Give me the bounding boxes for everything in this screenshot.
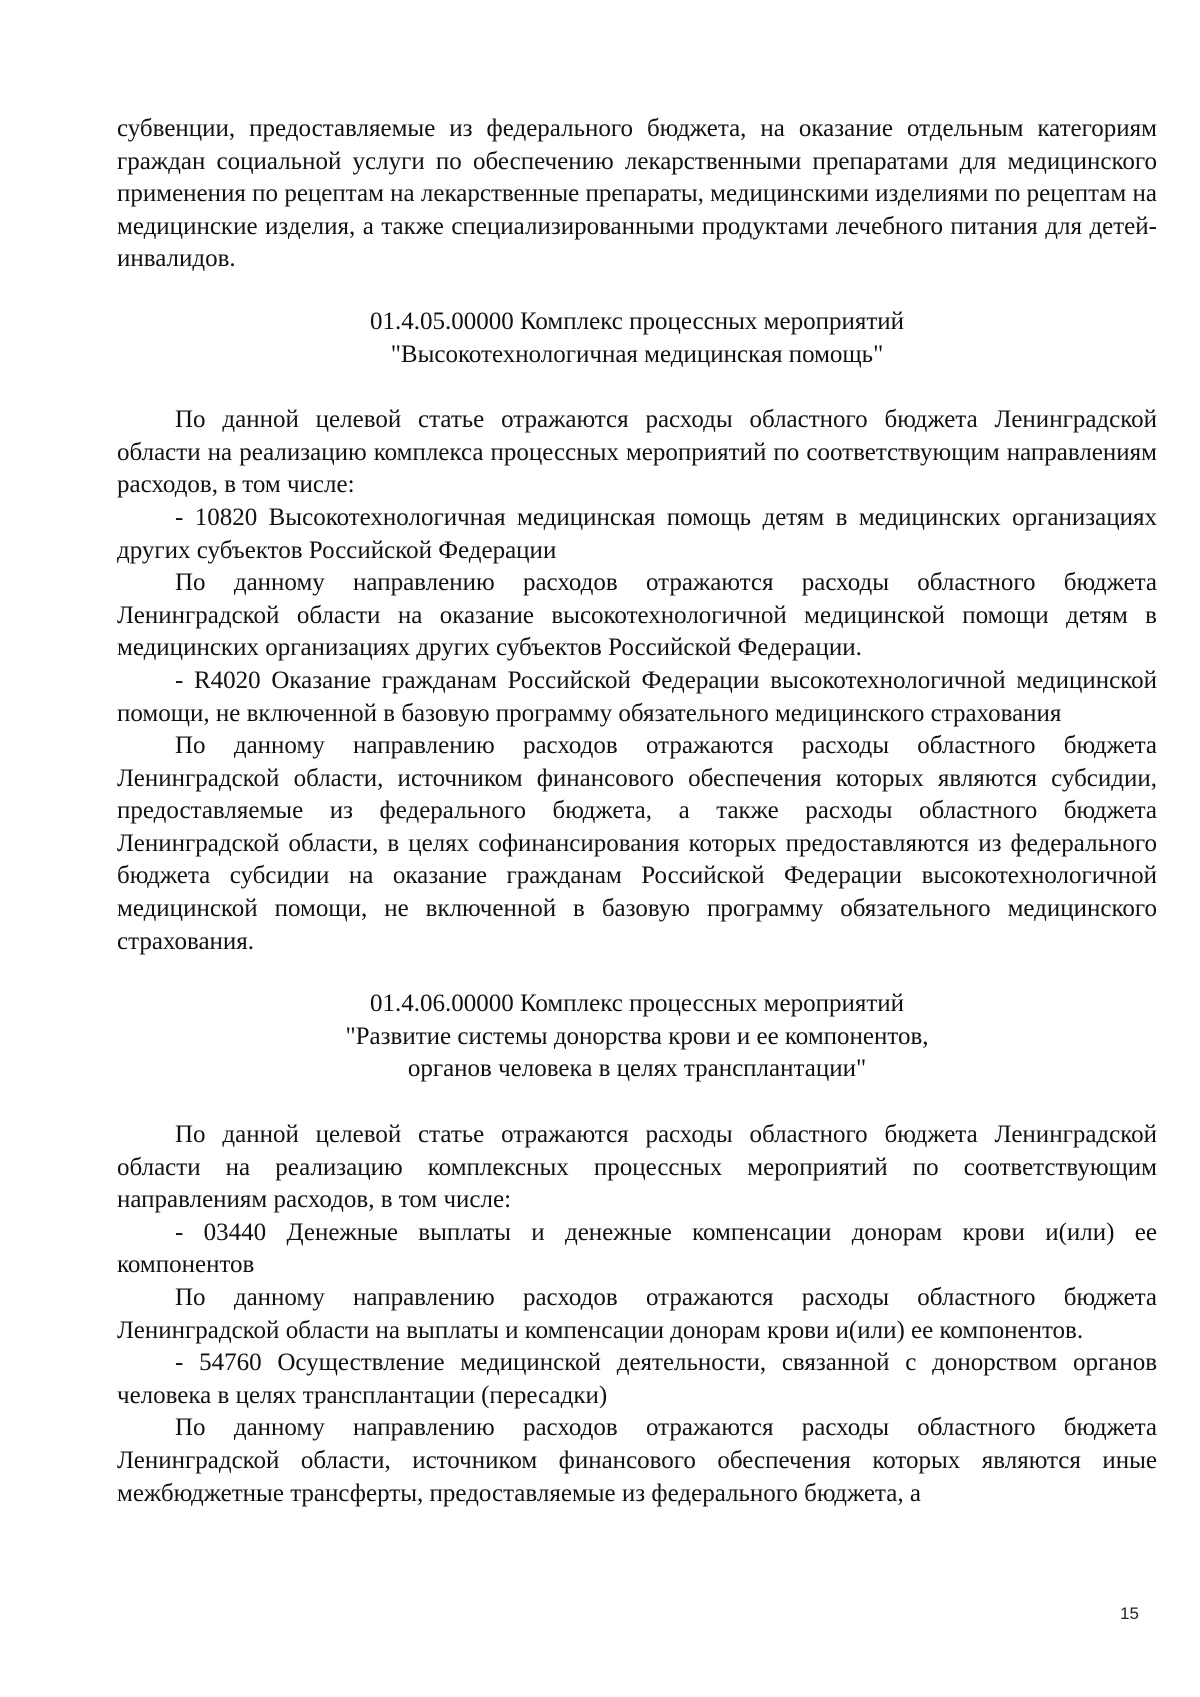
- section-heading-title: "Высокотехнологичная медицинская помощь": [390, 340, 884, 368]
- paragraph: По данному направлению расходов отражаются расходы областного бюджета Ленинградской области, источником финансового обеспечения которых являются иные межбюджетные трансферты, предоставляемые из федерального бюджета, а: [117, 1414, 1157, 1507]
- intro-paragraph: субвенции, предоставляемые из федерального бюджета, на оказание отдельным категориям граждан социальной услуги по обеспечению лекарственными препаратами для медицинского применения по рецептам на лекарственные препараты, медицинскими изделиями по рецептам на медицинские изделия, а также специализированными продуктами лечебного питания для детей-инвалидов.: [117, 115, 1157, 273]
- paragraph: По данному направлению расходов отражаются расходы областного бюджета Ленинградской области на выплаты и компенсации донорам крови и(или) ее компонентов.: [117, 1284, 1157, 1344]
- page-number: 15: [1120, 1604, 1139, 1623]
- paragraph: По данной целевой статье отражаются расходы областного бюджета Ленинградской области на реализацию комплекса процессных мероприятий по соответствующим направлениям расходов, в том числе:: [117, 406, 1157, 499]
- section-heading-title: "Развитие системы донорства крови и ее компонентов,: [345, 1022, 929, 1050]
- section-heading-title-continued: органов человека в целях трансплантации": [407, 1055, 867, 1083]
- section-heading-code: 01.4.05.00000 Комплекс процессных мероприятий: [369, 307, 905, 335]
- paragraph: По данному направлению расходов отражаются расходы областного бюджета Ленинградской области на оказание высокотехнологичной медицинской помощи детям в медицинских организациях других субъектов Российской Федерации.: [117, 569, 1157, 662]
- expense-direction-item: - 54760 Осуществление медицинской деятельности, связанной с донорством органов человека в целях трансплантации (пересадки): [117, 1349, 1157, 1409]
- section-heading-01-4-05: [117, 306, 1157, 371]
- section-heading-01-4-06: [117, 988, 1157, 1086]
- expense-direction-item: - 10820 Высокотехнологичная медицинская помощь детям в медицинских организациях других субъектов Российской Федерации: [117, 503, 1157, 564]
- expense-direction-item: - R4020 Оказание гражданам Российской Федерации высокотехнологичной медицинской помощи, не включенной в базовую программу обязательного медицинского страхования: [117, 666, 1157, 727]
- paragraph: По данной целевой статье отражаются расходы областного бюджета Ленинградской области на реализацию комплексных процессных мероприятий по соответствующим направлениям расходов, в том числе:: [117, 1121, 1157, 1214]
- expense-direction-item: - 03440 Денежные выплаты и денежные компенсации донорам крови и(или) ее компонентов: [117, 1218, 1157, 1279]
- section-heading-code: 01.4.06.00000 Комплекс процессных мероприятий: [369, 990, 905, 1018]
- paragraph: По данному направлению расходов отражаются расходы областного бюджета Ленинградской области, источником финансового обеспечения которых являются субсидии, предоставляемые из федерального бюджета, а также расходы областного бюджета Ленинградской области, в целях софинансирования которых предоставляются из федерального бюджета субсидии на оказание гражданам Российской Федерации высокотехнологичной медицинской помощи, не включенной в базовую программу обязательного медицинского страхования.: [117, 732, 1157, 955]
- document-body: [117, 113, 1157, 1510]
